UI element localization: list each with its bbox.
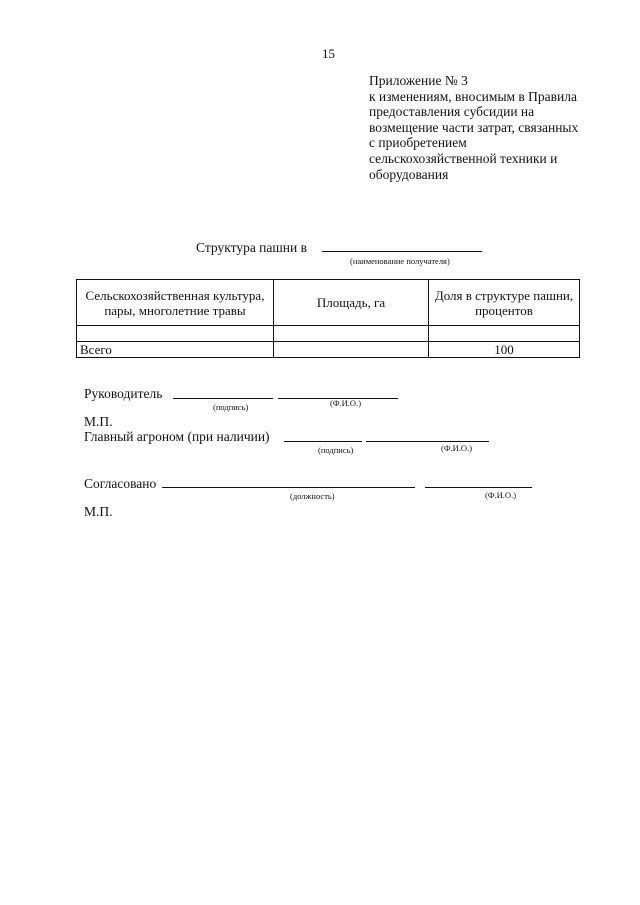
appendix-line: возмещение части затрат, связанных — [369, 119, 579, 135]
page-number: 15 — [322, 46, 335, 61]
agronomist-signature-caption: (подпись) — [318, 445, 354, 455]
recipient-caption: (наименование получателя) — [350, 256, 450, 266]
agreed-fio-caption: (Ф.И.О.) — [485, 490, 517, 500]
table-cell — [274, 326, 429, 342]
agreed-label: Согласовано — [84, 476, 157, 491]
stamp-label: М.П. — [84, 414, 113, 429]
header-crop: Сельскохозяйственная культура, пары, многолетние травы — [77, 280, 274, 326]
table-total-row — [77, 342, 580, 358]
stamp-bottom-label: М.П. — [84, 504, 113, 519]
head-fio-caption: (Ф.И.О.) — [330, 398, 362, 408]
total-label: Всего — [77, 342, 274, 358]
structure-table — [76, 279, 580, 358]
agreed-position-line — [162, 487, 415, 488]
appendix-line: оборудования — [369, 166, 449, 182]
appendix-line: предоставления субсидии на — [369, 104, 535, 120]
agronomist-label: Главный агроном (при наличии) — [84, 429, 270, 444]
header-area: Площадь, га — [274, 280, 429, 326]
head-label: Руководитель — [84, 386, 163, 401]
structure-title: Структура пашни в — [196, 240, 307, 255]
appendix-line: с приобретением — [369, 135, 467, 151]
appendix-header — [369, 73, 619, 182]
appendix-line: сельскохозяйственной техники и — [369, 150, 558, 166]
table-cell — [77, 326, 274, 342]
agronomist-fio-line — [366, 441, 489, 442]
table-header-row — [77, 280, 580, 326]
agronomist-signature-line — [284, 441, 362, 442]
appendix-line: Приложение № 3 — [369, 73, 468, 88]
table-cell — [429, 326, 580, 342]
table-cell — [274, 342, 429, 358]
agreed-fio-line — [425, 487, 532, 488]
table-row — [77, 326, 580, 342]
total-share: 100 — [429, 342, 580, 358]
agreed-position-caption: (должность) — [290, 491, 335, 501]
appendix-line: к изменениям, вносимым в Правила — [369, 88, 578, 104]
recipient-line — [322, 251, 482, 252]
head-signature-line — [173, 398, 273, 399]
agronomist-fio-caption: (Ф.И.О.) — [441, 443, 473, 453]
header-share: Доля в структуре пашни, процентов — [429, 280, 580, 326]
head-signature-caption: (подпись) — [213, 402, 249, 412]
